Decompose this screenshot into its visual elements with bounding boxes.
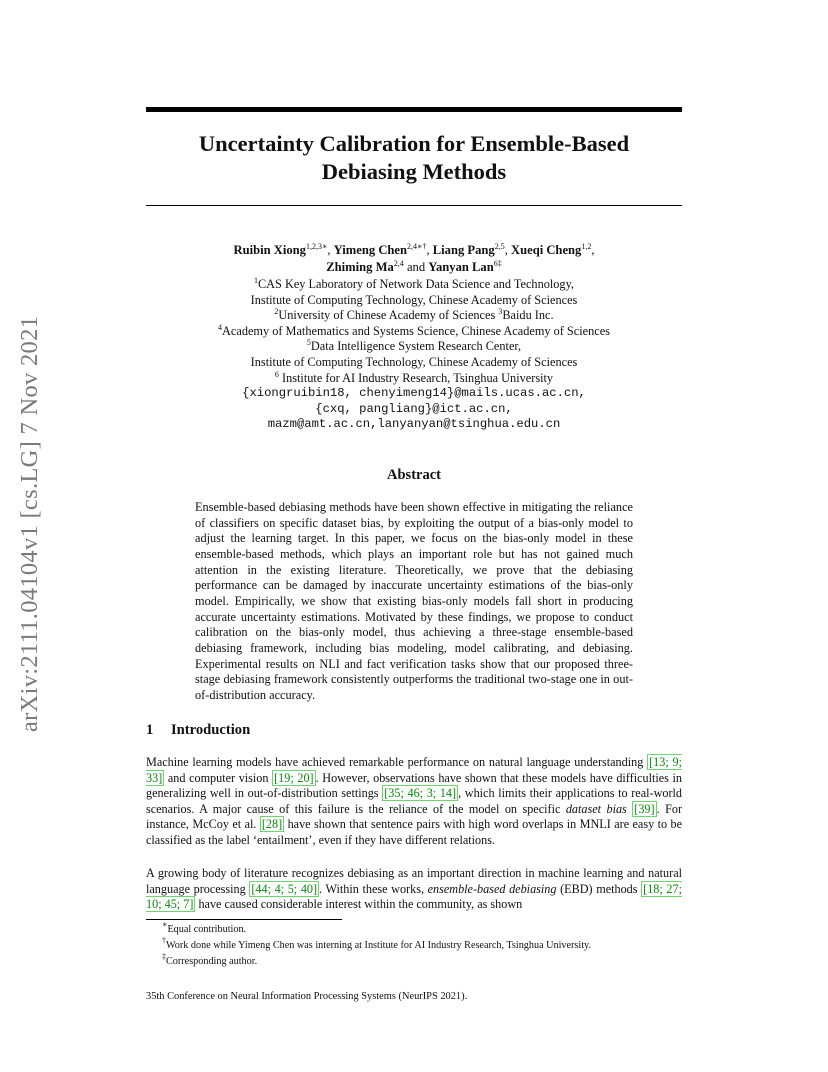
author-name: Ruibin Xiong (233, 243, 306, 257)
section-number: 1 (146, 722, 154, 738)
affil-line: Baidu Inc. (502, 308, 554, 323)
title-bottom-rule (146, 205, 682, 206)
text-run: A growing body of literature recognizes debiasing as an important direction in machine learning and natural language processing (146, 866, 682, 896)
author-name: Yimeng Chen (333, 243, 408, 257)
abstract-text: Ensemble-based debiasing methods have been shown effective in mitigating the reliance of classifiers on specific dataset bias, by exploiting the output of a bias-only model to adjust the learning target. In this paper, we focus on the bias-only model in these ensemble-based methods, which plays an important role but has not gained much attention in the existing literature. Theoretically, we prove that the debiasing performance can be damaged by inaccurate uncertainty estimations of the bias-only model. Empirically, we show that existing bias-only models fall short in producing accurate uncertainty estimations. Motivated by these findings, we propose to conduct calibration on the bias-only model, thus achieving a three-stage ensemble-based debiasing framework, including bias modeling, model calibrating, and debiasing. Experimental results on NLI and fact verification tasks show that our proposed three-stage debiasing framework consistently outperforms the traditional two-stage one in out-of-distribution accuracy. (195, 500, 633, 702)
citation-link[interactable]: [44; 4; 5; 40] (251, 881, 318, 896)
affil-line: CAS Key Laboratory of Network Data Science and Technology, (257, 277, 575, 291)
author-affil-sup: 2,5 (494, 242, 505, 251)
text-run: , which limits their applications to real-world scenarios. A major cause of this failure is the reliance of the model on specific (146, 786, 682, 816)
intro-paragraph-1 (146, 755, 682, 849)
email-line: {cxq, pangliang}@ict.ac.cn, (315, 401, 513, 416)
section-title: Introduction (171, 722, 251, 738)
citation-link[interactable]: [35; 46; 3; 14] (384, 786, 457, 801)
affil-sup: 5 (306, 338, 311, 348)
author-name: Zhiming Ma (326, 260, 394, 274)
citation-link[interactable]: [13; 9; 33] (146, 755, 683, 785)
title-line-1: Uncertainty Calibration for Ensemble-Based (198, 131, 630, 156)
author-conjunction: and (406, 260, 426, 274)
footnote-text: Work done while Yimeng Chen was interning at Institute for AI Industry Research, Tsinghua University. (166, 940, 592, 951)
footnote-text: Corresponding author. (166, 956, 258, 967)
text-run: have caused considerable interest within the community, as shown (195, 897, 523, 912)
affil-line: Data Intelligence System Research Center, (310, 339, 522, 354)
abstract-heading: Abstract (387, 467, 441, 483)
affil-line: Institute of Computing Technology, Chinese Academy of Sciences (250, 354, 578, 369)
citation-link[interactable]: [28] (261, 817, 283, 832)
citation-link[interactable]: [18; 27; 10; 45; 7] (146, 881, 682, 912)
text-run: Machine learning models have achieved remarkable performance on natural language understanding (146, 755, 648, 769)
text-run: (EBD) methods (556, 881, 642, 896)
author-list: Ruibin Xiong$^{1,2,3∗}$, Yimeng Chen$^{2,4∗\dagger}$, Liang Pang$^{2,5}$, Xueqi Cheng$^{1,2}$, Zhiming Ma$^{2,4}$ and Yanyan Lan$^{6\ddagger}$ (233, 242, 595, 274)
affil-sup: 6 (274, 369, 279, 379)
affiliations (146, 277, 682, 433)
author-affil-sup: 2,4∗† (407, 242, 427, 251)
affil-sup: 4 (218, 322, 223, 332)
citation-link[interactable]: [39] (634, 801, 655, 816)
email-line: {xiongruibin18, chenyimeng14}@mails.ucas.ac.cn, (242, 386, 586, 401)
title-line-2: Debiasing Methods (321, 159, 507, 184)
conference-footer: 35th Conference on Neural Information Processing Systems (NeurIPS 2021). (146, 991, 468, 1002)
footnote-text: Equal contribution. (167, 924, 247, 935)
arxiv-identifier: arXiv:2111.04104v1 [cs.LG] 7 Nov 2021 (16, 315, 43, 733)
paper-title (146, 130, 682, 186)
text-run: . For instance, McCoy et al. (146, 801, 683, 832)
author-affil-sup: 1,2 (581, 242, 592, 251)
footnote-rule (146, 919, 342, 920)
text-run: . Within these works, (319, 881, 428, 896)
citation-link[interactable]: [19; 20] (274, 770, 314, 785)
emphasis-text: ensemble-based debiasing (427, 881, 557, 896)
affil-line: Academy of Mathematics and Systems Science, Chinese Academy of Sciences (222, 323, 610, 338)
affil-sup: 1 (253, 276, 258, 285)
text-run: and computer vision (164, 770, 273, 785)
author-name: Xueqi Cheng (511, 243, 582, 257)
footnote-mark: ∗ (162, 920, 168, 929)
text-run: . However, observations have shown that these models have difficulties in generalizing well in out-of-distribution settings (146, 770, 682, 801)
author-affil-sup: 6‡ (493, 259, 502, 268)
footnotes (146, 920, 592, 968)
author-affil-sup: 1,2,3∗ (305, 242, 328, 251)
footnote-mark: ‡ (162, 952, 166, 961)
affil-line: Institute for AI Industry Research, Tsinghua University (278, 370, 554, 385)
affil-line: University of Chinese Academy of Sciences (278, 308, 496, 323)
email-line: mazm@amt.ac.cn,lanyanyan@tsinghua.edu.cn (267, 417, 561, 432)
title-top-rule (146, 107, 682, 112)
affil-line: Institute of Computing Technology, Chinese Academy of Sciences (250, 292, 578, 307)
author-name: Yanyan Lan (428, 260, 494, 274)
author-name: Liang Pang (432, 243, 495, 257)
author-affil-sup: 2,4 (393, 259, 404, 268)
affil-sup: 3 (498, 307, 503, 317)
intro-paragraph-2 (146, 866, 682, 913)
section-heading (146, 722, 250, 739)
footnote-mark: † (162, 936, 166, 945)
affil-sup: 2 (274, 307, 279, 317)
emphasis-text: dataset bias (565, 801, 627, 816)
text-run: have shown that sentence pairs with high word overlaps in MNLI are easy to be classified as the label ‘entailment’, even if they have different relations. (146, 817, 682, 847)
